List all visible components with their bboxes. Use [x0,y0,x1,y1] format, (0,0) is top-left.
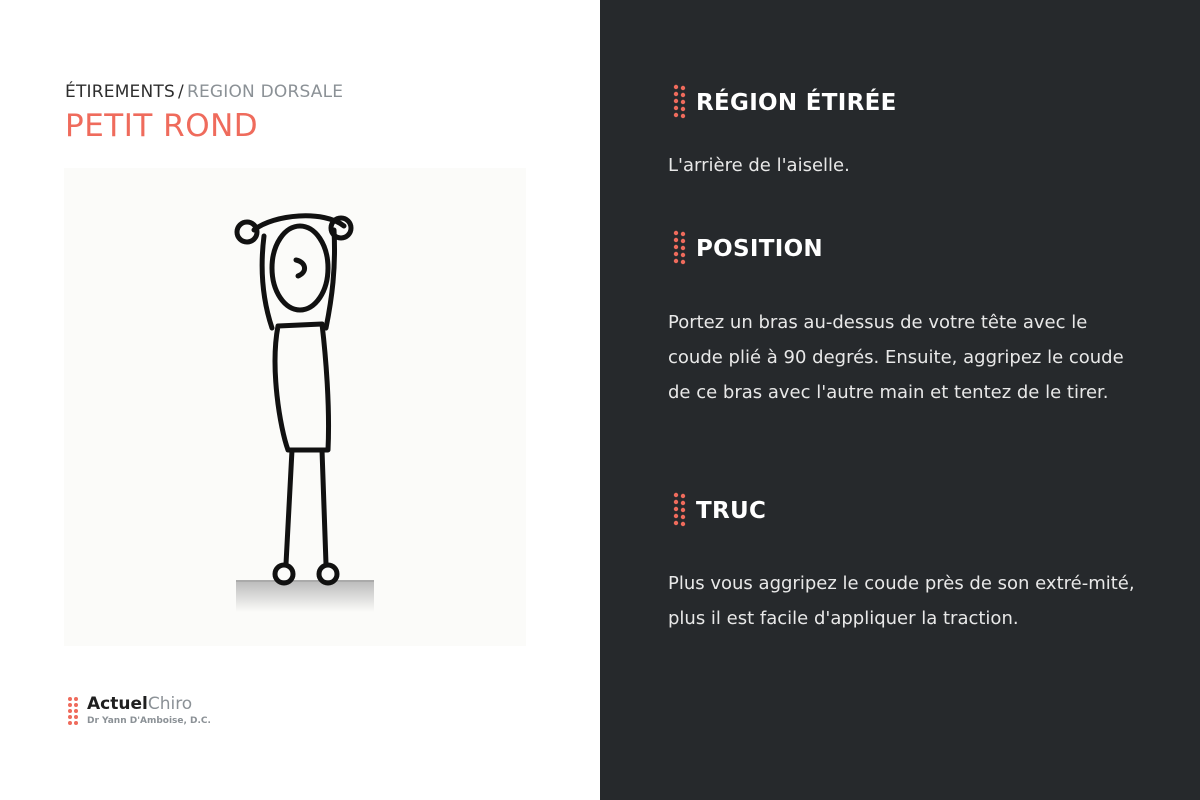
torso-shape [275,324,328,450]
dots-icon [670,230,688,268]
breadcrumb [65,82,343,102]
logo-name: ActuelChiro [87,694,193,714]
section-heading-region [670,84,897,122]
breadcrumb-current: REGION DORSALE [186,82,344,102]
logo-dots-icon [66,696,80,726]
page-title: PETIT ROND [65,108,259,144]
section-heading-truc [670,492,766,530]
logo-subtitle: Dr Yann D'Amboise, D.C. [87,716,211,726]
section-body-position: Portez un bras au-dessus de votre tête avec le coude plié à 90 degrés. Ensuite, aggripez le coude de ce bras avec l'autre main et tentez de le tirer. [668,312,1124,403]
actuelchiro-logo[interactable] [66,694,211,726]
breadcrumb-parent[interactable]: ÉTIREMENTS [65,82,175,102]
section-body-region: L'arrière de l'aiselle. [668,155,850,176]
breadcrumb-separator: / [178,82,184,102]
section-heading-text: RÉGION ÉTIRÉE [696,90,897,116]
dots-icon [670,84,688,122]
section-heading-text: POSITION [696,236,823,262]
floor-shape [236,580,374,612]
stick-figure-stretch-illustration [64,168,526,646]
section-body-truc: Plus vous aggripez le coude près de son extré-mité, plus il est facile d'appliquer la traction. [668,573,1135,629]
section-heading-position [670,230,823,268]
head-shape [272,226,328,310]
section-heading-text: TRUC [696,498,767,524]
dots-icon [670,492,688,530]
